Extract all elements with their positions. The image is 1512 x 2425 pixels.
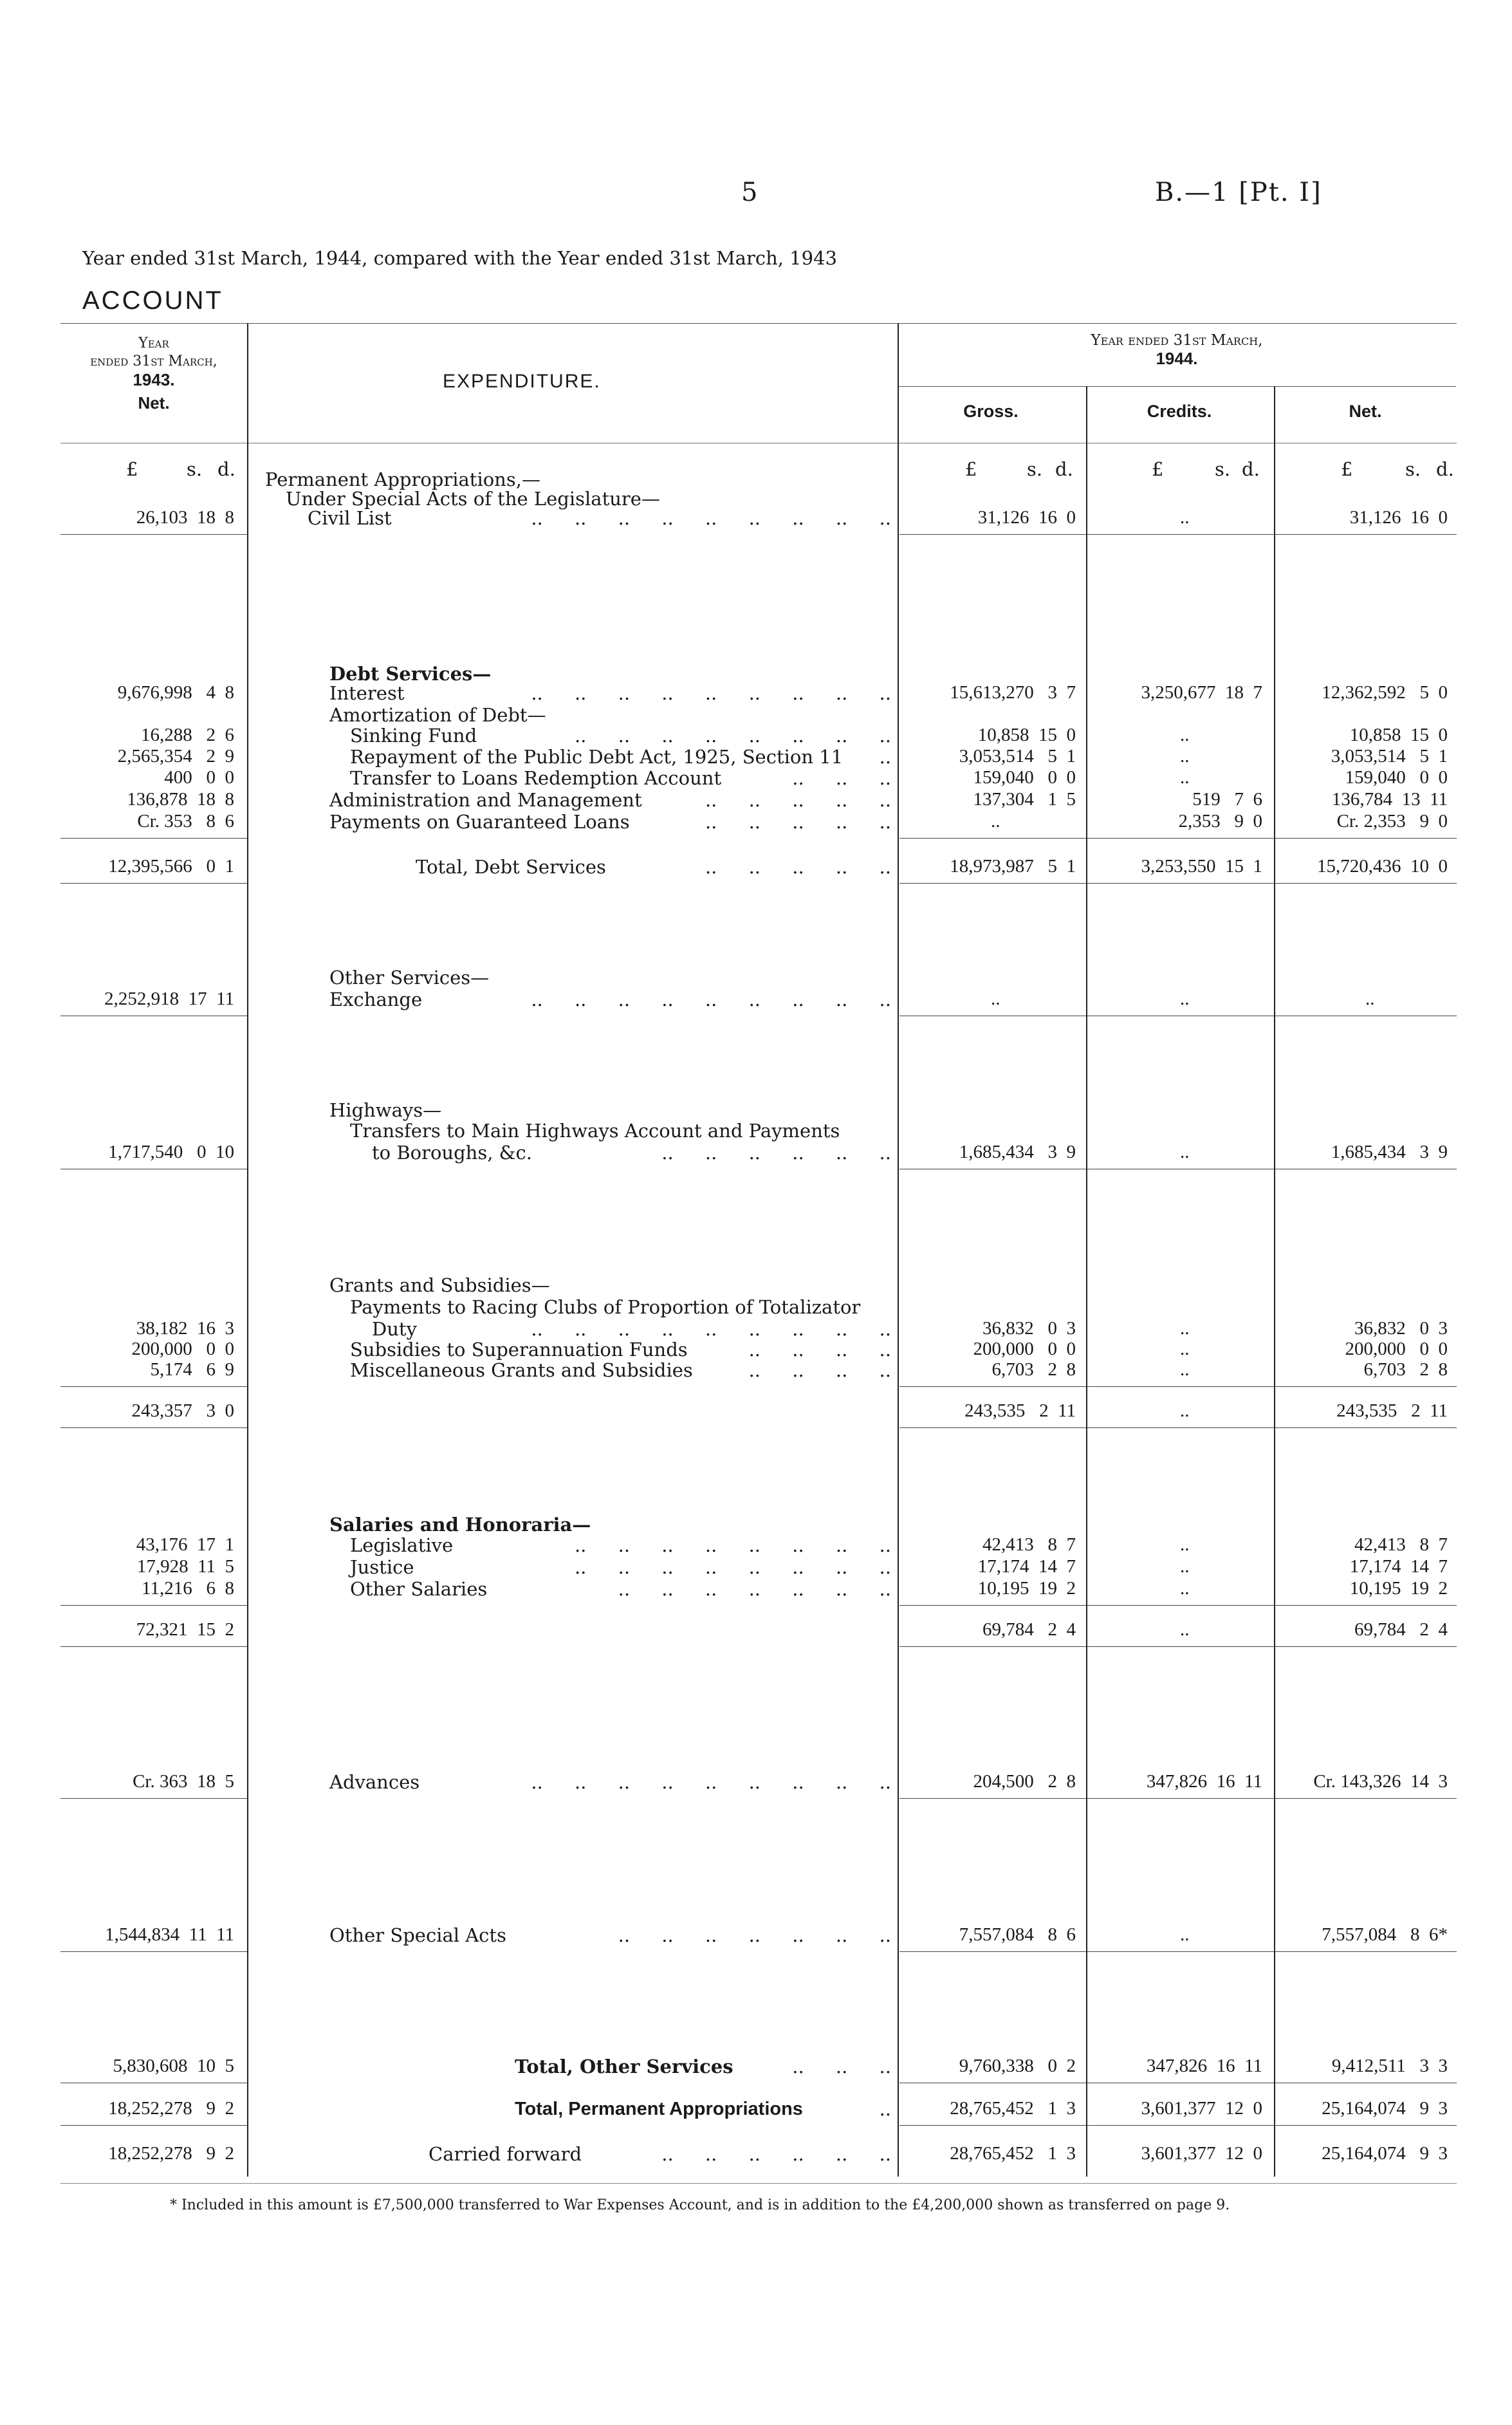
gross-amount: 31,126 16 0 [977,507,1076,528]
credits-amount: .. [1180,1318,1190,1339]
row-label: Exchange [329,989,423,1010]
leader-dots: .. .. .. .. .. .. .. .. [574,725,891,747]
total-rule [60,883,247,884]
prev-amount: 5,174 6 9 [150,1359,234,1380]
total-rule [1087,1386,1274,1387]
prev-amount: 17,928 11 5 [136,1556,234,1577]
expenditure-heading: EXPENDITURE. [443,371,601,392]
net-amount: 200,000 0 0 [1345,1339,1448,1359]
total-rule [1275,1386,1457,1387]
leader-dots: .. [879,746,891,768]
gross-pound-sign: £ [965,458,977,480]
prev-year-header [60,335,247,412]
total-rule [899,1386,1086,1387]
leader-dots: .. .. .. .. .. .. [661,1142,891,1164]
total-rule [1087,1646,1274,1647]
prev-amount: 26,103 18 8 [136,507,234,528]
net-amount: 25,164,074 9 3 [1322,2143,1448,2164]
row-label: Justice [350,1556,414,1578]
row-label: Sinking Fund [350,725,477,747]
credits-amount: 3,601,377 12 0 [1141,2143,1262,2164]
year-group-rule [898,386,1456,387]
total-rule [1275,1605,1457,1606]
total-rule [1087,534,1274,535]
net-amount: 159,040 0 0 [1345,767,1448,788]
total-rule [1087,2125,1274,2126]
gross-amount: 28,765,452 1 3 [950,2143,1076,2164]
credits-amount: .. [1180,746,1190,767]
net-amount: 42,413 8 7 [1354,1534,1448,1555]
prev-year-line-2: ended 31st March, [90,353,217,369]
prev-d-label: d. [217,458,235,480]
footnote-rule [60,2183,1457,2184]
prev-amount: 18,252,278 9 2 [108,2098,234,2119]
total-rule [1275,1427,1457,1428]
gross-amount: 204,500 2 8 [973,1771,1076,1792]
total-rule [1275,1951,1457,1952]
row-label: Grants and Subsidies— [329,1274,550,1296]
net-amount: 69,784 2 4 [1354,1619,1448,1640]
gross-amount: 15,613,270 3 7 [950,682,1076,703]
row-label: Other Services— [329,967,490,989]
prev-amount: 38,182 16 3 [136,1318,234,1339]
prev-amount: 16,288 2 6 [141,725,234,745]
total-rule [1087,883,1274,884]
current-year-line-1: Year ended 31st March, [1091,332,1263,349]
leader-dots: .. .. .. .. .. .. .. .. .. [531,682,891,704]
gross-amount: .. [991,811,1000,832]
total-rule [899,1798,1086,1799]
credits-amount: .. [1180,989,1190,1009]
leader-dots: .. .. .. .. .. [705,789,891,811]
gross-amount: 42,413 8 7 [982,1534,1076,1555]
credits-amount: 519 7 6 [1192,789,1262,810]
prev-amount: Cr. 353 8 6 [137,811,234,832]
row-label: Payments on Guaranteed Loans [329,811,630,833]
credits-amount: 3,601,377 12 0 [1141,2098,1262,2119]
net-amount: 10,195 19 2 [1349,1578,1448,1599]
row-label: Civil List [308,507,392,529]
net-s-label: s. [1405,458,1421,480]
leader-dots: .. .. .. .. .. .. [661,2143,891,2165]
gross-amount: 10,858 15 0 [977,725,1076,745]
total-rule [899,534,1086,535]
total-rule [1275,883,1457,884]
row-label: Legislative [350,1534,454,1556]
total-rule [1275,1798,1457,1799]
row-label: Total, Permanent Appropriations [515,2099,803,2119]
total-rule [899,1646,1086,1647]
total-rule [899,1951,1086,1952]
row-label: Debt Services— [329,663,492,685]
prev-amount: 43,176 17 1 [136,1534,234,1555]
row-label: Transfers to Main Highways Account and Payments [350,1120,840,1142]
total-rule [1087,1798,1274,1799]
leader-dots: .. .. .. .. .. [705,856,891,878]
net-amount: 3,053,514 5 1 [1331,746,1448,767]
net-amount: 31,126 16 0 [1349,507,1448,528]
prev-amount: 200,000 0 0 [131,1339,234,1359]
prev-amount: 11,216 6 8 [142,1578,234,1599]
row-label: Administration and Management [329,789,642,811]
net-amount: 15,720,436 10 0 [1317,856,1448,877]
prev-amount: 72,321 15 2 [136,1619,234,1640]
prev-pound-sign: £ [126,458,138,480]
gross-amount: 17,174 14 7 [977,1556,1076,1577]
credits-amount: 3,250,677 18 7 [1141,682,1262,703]
total-rule [60,1605,247,1606]
credits-amount: .. [1180,767,1190,788]
total-rule [60,534,247,535]
gross-amount: 36,832 0 3 [982,1318,1076,1339]
credits-amount: .. [1180,1556,1190,1577]
leader-dots: .. .. .. .. .. .. .. .. .. [531,1318,891,1340]
prev-amount: 2,252,918 17 11 [104,989,234,1009]
gross-amount: 1,685,434 3 9 [959,1142,1076,1162]
leader-dots: .. [879,2098,891,2120]
net-amount: .. [1365,989,1375,1009]
net-amount: 136,784 13 11 [1331,789,1448,810]
gross-amount: .. [991,989,1000,1009]
prev-amount: 12,395,566 0 1 [108,856,234,877]
leader-dots: .. .. .. [792,767,891,789]
prev-amount: Cr. 363 18 5 [133,1771,234,1792]
net-amount: Cr. 2,353 9 0 [1336,811,1448,832]
current-year-line-2: 1944. [1156,349,1198,368]
credits-amount: .. [1180,507,1190,528]
net-pound-sign: £ [1341,458,1353,480]
gross-amount: 28,765,452 1 3 [950,2098,1076,2119]
row-label: Miscellaneous Grants and Subsidies [350,1359,693,1381]
leader-dots: .. .. .. .. .. .. .. .. .. [531,989,891,1010]
gross-amount: 3,053,514 5 1 [959,746,1076,767]
net-amount: 1,685,434 3 9 [1331,1142,1448,1162]
net-amount: 9,412,511 3 3 [1331,2056,1448,2076]
gross-d-label: d. [1055,458,1073,480]
row-label: Carried forward [429,2143,582,2165]
page-subtitle: Year ended 31st March, 1944, compared with the Year ended 31st March, 1943 [82,247,837,269]
row-label: Interest [329,682,405,704]
total-rule [1087,1605,1274,1606]
net-amount: 10,858 15 0 [1349,725,1448,745]
gross-amount: 18,973,987 5 1 [950,856,1076,877]
net-amount: 17,174 14 7 [1349,1556,1448,1577]
total-rule [60,2125,247,2126]
row-label: Amortization of Debt— [329,704,546,726]
prev-amount: 243,357 3 0 [131,1400,234,1421]
prev-year-line-3: 1943. [133,370,175,389]
credits-amount: 347,826 16 11 [1146,2056,1262,2076]
leader-dots: .. .. .. .. [748,1339,891,1361]
total-rule [899,1605,1086,1606]
credits-amount: .. [1180,725,1190,745]
total-rule [1275,838,1457,839]
net-amount: 243,535 2 11 [1336,1400,1448,1421]
total-rule [60,1646,247,1647]
row-label: Permanent Appropriations,— [265,469,540,490]
row-label: to Boroughs, &c. [372,1142,532,1164]
row-label: Subsidies to Superannuation Funds [350,1339,688,1361]
credits-header: Credits. [1147,402,1212,421]
gross-amount: 137,304 1 5 [973,789,1076,810]
credits-amount: .. [1180,1339,1190,1359]
row-label: Transfer to Loans Redemption Account [350,767,722,789]
prev-amount: 9,676,998 4 8 [117,682,234,703]
col-divider-gross [898,323,899,2177]
total-rule [60,1798,247,1799]
prev-year-line-4: Net. [138,393,170,413]
total-rule [1275,1646,1457,1647]
row-label: Other Special Acts [329,1924,506,1946]
gross-amount: 7,557,084 8 6 [959,1924,1076,1945]
total-rule [899,838,1086,839]
net-d-label: d. [1436,458,1454,480]
total-rule [1275,534,1457,535]
gross-amount: 159,040 0 0 [973,767,1076,788]
prev-amount: 1,544,834 11 11 [105,1924,234,1945]
leader-dots: .. .. .. .. .. .. .. [618,1578,891,1600]
prev-year-line-1: Year [138,335,169,351]
prev-amount: 1,717,540 0 10 [108,1142,234,1162]
row-label: Total, Debt Services [416,856,606,878]
total-rule [1275,2125,1457,2126]
credits-amount: 2,353 9 0 [1178,811,1262,832]
total-rule [899,1427,1086,1428]
footnote: * Included in this amount is £7,500,000 transferred to War Expenses Account, and is in addition to the £4,200,000 shown as transferred on page 9. [170,2197,1230,2213]
col-divider-prev [247,323,248,2177]
total-rule [1087,1951,1274,1952]
document-reference: B.—1 [Pt. I] [1155,178,1322,207]
row-label: Total, Other Services [515,2056,733,2077]
col-divider-credits [1086,386,1087,2177]
leader-dots: .. .. .. .. .. .. .. .. .. [531,507,891,529]
total-rule [1087,1427,1274,1428]
credits-amount: .. [1180,1142,1190,1162]
gross-s-label: s. [1027,458,1043,480]
credits-s-label: s. [1215,458,1231,480]
total-rule [60,1386,247,1387]
credits-d-label: d. [1242,458,1260,480]
net-amount: 36,832 0 3 [1354,1318,1448,1339]
total-rule [1087,838,1274,839]
col-divider-net [1274,386,1275,2177]
credits-amount: .. [1180,1400,1190,1421]
gross-header: Gross. [963,402,1019,421]
gross-amount: 6,703 2 8 [991,1359,1076,1380]
row-label: Advances [329,1771,420,1793]
total-rule [899,2125,1086,2126]
prev-s-label: s. [187,458,203,480]
row-label: Under Special Acts of the Legislature— [286,488,660,510]
leader-dots: .. .. .. .. .. .. .. .. .. [531,1771,891,1793]
prev-amount: 2,565,354 2 9 [117,746,234,767]
total-rule [899,883,1086,884]
row-label: Other Salaries [350,1578,488,1600]
net-amount: Cr. 143,326 14 3 [1313,1771,1448,1792]
row-label: Duty [372,1318,417,1340]
gross-amount: 9,760,338 0 2 [959,2056,1076,2076]
row-label: Salaries and Honoraria— [329,1514,591,1536]
leader-dots: .. .. .. .. .. .. .. .. [574,1556,891,1578]
credits-amount: .. [1180,1578,1190,1599]
leader-dots: .. .. .. [792,2056,891,2077]
gross-amount: 10,195 19 2 [977,1578,1076,1599]
section-title: ACCOUNT [82,286,223,315]
prev-amount: 18,252,278 9 2 [108,2143,234,2164]
total-rule [60,1427,247,1428]
current-year-header [898,332,1456,369]
leader-dots: .. .. .. .. .. .. .. .. [574,1534,891,1556]
prev-amount: 136,878 18 8 [127,789,234,810]
credits-amount: 3,253,550 15 1 [1141,856,1262,877]
row-label: Repayment of the Public Debt Act, 1925, Section 11 [350,746,844,768]
gross-amount: 200,000 0 0 [973,1339,1076,1359]
leader-dots: .. .. .. .. [748,1359,891,1381]
credits-amount: .. [1180,1619,1190,1640]
total-rule [60,838,247,839]
credits-pound-sign: £ [1152,458,1164,480]
credits-amount: .. [1180,1924,1190,1945]
net-header: Net. [1349,402,1382,421]
row-label: Highways— [329,1099,442,1121]
leader-dots: .. .. .. .. .. .. .. [618,1924,891,1946]
net-amount: 6,703 2 8 [1363,1359,1448,1380]
total-rule [60,1951,247,1952]
credits-amount: .. [1180,1534,1190,1555]
gross-amount: 243,535 2 11 [964,1400,1076,1421]
credits-amount: .. [1180,1359,1190,1380]
net-amount: 12,362,592 5 0 [1322,682,1448,703]
credits-amount: 347,826 16 11 [1146,1771,1262,1792]
leader-dots: .. .. .. .. .. [705,811,891,833]
row-label: Payments to Racing Clubs of Proportion of Totalizator [350,1296,861,1318]
header-top-rule [60,323,1457,324]
net-amount: 25,164,074 9 3 [1322,2098,1448,2119]
prev-amount: 5,830,608 10 5 [113,2056,234,2076]
gross-amount: 69,784 2 4 [982,1619,1076,1640]
page-number: 5 [741,178,758,207]
prev-amount: 400 0 0 [164,767,234,788]
net-amount: 7,557,084 8 6* [1322,1924,1448,1945]
